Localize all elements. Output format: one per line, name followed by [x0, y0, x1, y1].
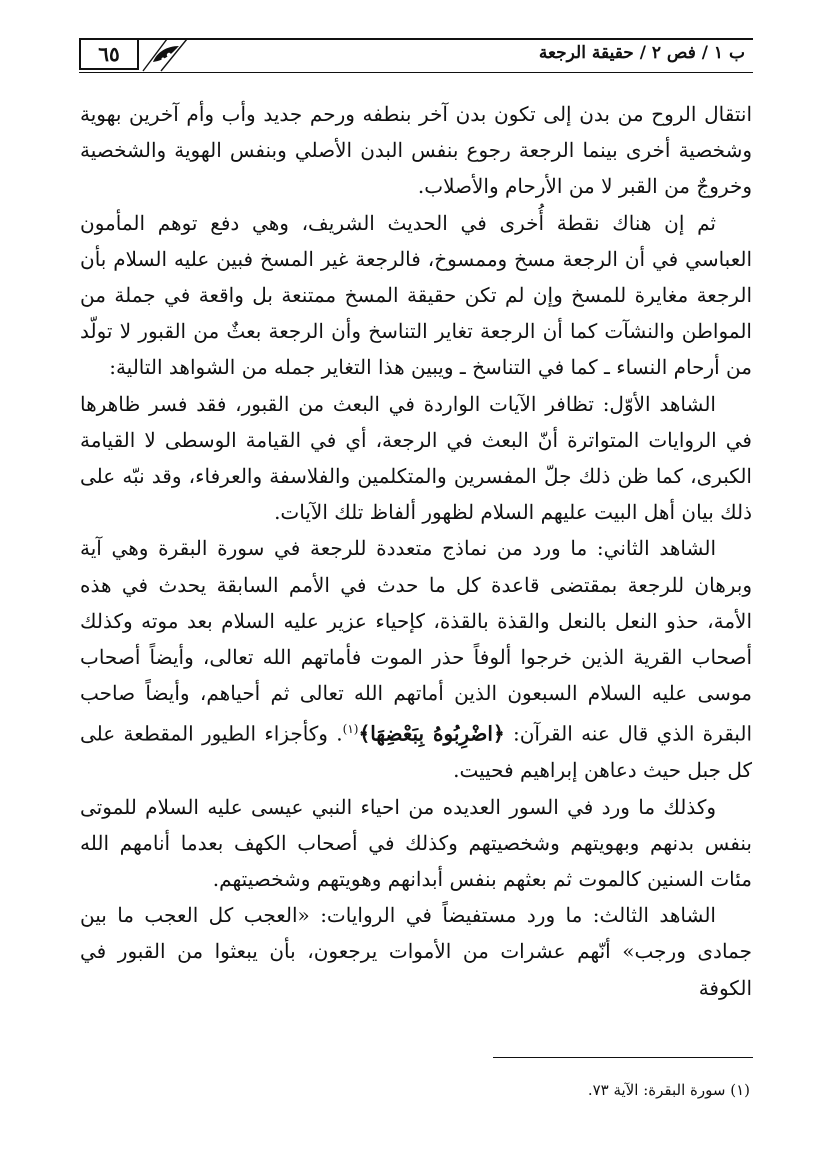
page-number-box: [79, 38, 139, 70]
quran-quote: ﴿اضْرِبُوهُ بِبَعْضِهَا﴾: [358, 722, 505, 747]
paragraph: ثم إن هناك نقطة أُخرى في الحديث الشريف، وهي دفع توهم المأمون العباسي في أن الرجعة مسخ وممسوخ، فالرجعة غير المسخ فبين عليه السلام بأن الرجعة مغايرة للمسخ وإن لم تكن حقيقة المسخ ممتنعة بل واقعة في جملة من المواطن والنشآت كما أن الرجعة تغاير التناسخ وأن الرجعة بعثٌ من القبور لا تولّد من أرحام النساء ـ كما في التناسخ ـ ويبين هذا التغاير جمله من الشواهد التالية:: [80, 210, 752, 380]
chapter-title: ب ١ / فص ٢ / حقيقة الرجعة: [538, 43, 745, 63]
header-ornament-icon: [139, 38, 191, 72]
footnote: (١) سورة البقرة: الآية ٧٣.: [587, 1081, 750, 1099]
paragraph: الشاهد الثالث: ما ورد مستفيضاً في الروايات: «العجب كل العجب ما بين جمادى ورجب» أنّهم عشرات من الأموات يرجعون، بأن يبعثوا من القبور في الكوفة: [80, 903, 752, 1000]
paragraph-text: . وكأجزاء الطيور المقطعة على كل جبل حيث دعاهن إبراهيم فحييت.: [80, 722, 752, 783]
page-body: [80, 96, 752, 1006]
footnote-reference: (١): [342, 722, 359, 737]
paragraph-text: الشاهد الثاني: ما ورد من نماذج متعددة للرجعة في سورة البقرة وهي آية وبرهان للرجعة بمقتضى قاعدة كل ما حدث في الأمم السابقة يحدث في هذه الأمة، حذو النعل بالنعل والقذة بالقذة، كإحياء عزير عليه السلام بعد موته وكذلك أصحاب القرية الذين خرجوا ألوفاً حذر الموت فأماتهم الله تعالى، وأيضاً أصحاب موسى عليه السلام السبعون الذين أماتهم الله تعالى ثم أحياهم، وأيضاً صاحب البقرة الذي قال عنه القرآن:: [80, 536, 752, 747]
running-header: [79, 38, 753, 73]
page-number: ٦٥: [98, 42, 120, 66]
paragraph: انتقال الروح من بدن إلى تكون بدن آخر بنطفه ورحم جديد وأب وأم آخرين بهوية وشخصية أخرى بينما الرجعة رجوع بنفس البدن الأصلي وبنفس الهوية والشخصية وخروجٌ من القبر لا من الأرحام والأصلاب.: [80, 102, 752, 199]
footnote-divider: [493, 1057, 753, 1058]
paragraph: الشاهد الأوّل: تظافر الآيات الواردة في البعث من القبور، فقد فسر ظاهرها في الروايات المتواترة أنّ البعث في الرجعة، أي في القيامة الوسطى لا القيامة الكبرى، كما ظن ذلك جلّ المفسرين والمتكلمين والفلاسفة والعرفاء، وقد نبّه على ذلك بيان أهل البيت عليهم السلام لظهور ألفاظ تلك الآيات.: [80, 391, 752, 525]
paragraph: [80, 530, 752, 788]
paragraph: وكذلك ما ورد في السور العديده من احياء النبي عيسى عليه السلام للموتى بنفس بدنهم وبهويتهم وشخصيتهم وكذلك في أصحاب الكهف بعدما أنامهم الله مئات السنين كالموت ثم بعثهم بنفس أبدانهم وهويتهم وشخصيتهم.: [80, 794, 752, 891]
